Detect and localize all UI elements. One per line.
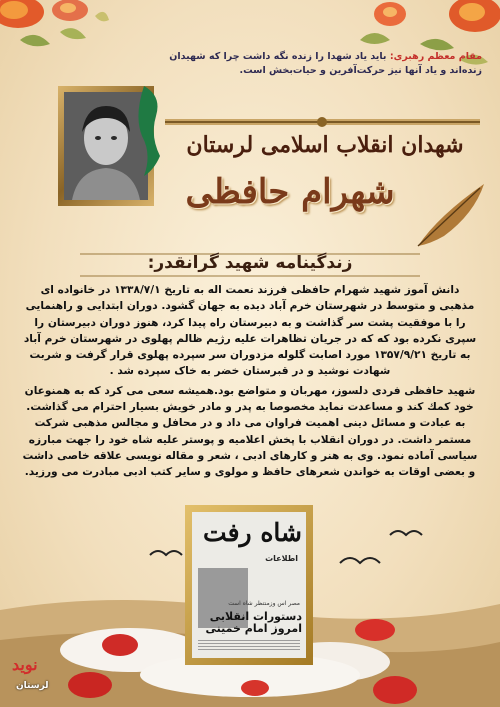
ornamental-band (165, 116, 480, 128)
biography-paragraph-1: دانش آموز شهید شهرام حافظی فرزند نعمت اله به تاریخ ۱۳۳۸/۷/۱ در خانواده ای مذهبی و متوسط در شهرستان خرم آباد دیده به جهان گشود. دوران ابتدایی و راهنمایی را با موفقیت پشت سر گذاشت و به دبیرستان راه پیدا کرد، هنوز دوران دبیرستان را سپری نکرده بود که که در جریان تظاهرات علیه رژیم ظالم پهلوی در شهرستان خرم آباد به تاریخ ۱۳۵۷/۹/۲۱ مورد اصابت گلوله مزدوران سر سپرده پهلوی قرار گرفت و شربت شهادت نوشید و در قبرستان خضر به خاک سپرده شد . (23, 284, 477, 378)
logo-text: لرستان (16, 681, 49, 691)
newspaper-main-headline (202, 611, 302, 635)
organization-title: شهدان انقلاب اسلامی لرستان (186, 132, 464, 158)
newspaper-subline: مصر اس وزمنتظر شاه است (228, 600, 300, 607)
newspaper-masthead: اطلاعات (265, 554, 298, 563)
corner-flowers-left (0, 0, 110, 70)
leader-quote (162, 50, 482, 78)
biography-heading: زندگینامه شهید گرانقدر: (147, 253, 353, 273)
quill-feather-icon (410, 180, 490, 250)
newspaper-main-line-1: دستورات انقلابی (209, 610, 302, 623)
lorestan-logo (8, 655, 68, 699)
portrait-illustration (64, 92, 148, 200)
logo-mark: نوید (12, 655, 38, 674)
martyr-name: شهرام حافظی (185, 172, 395, 212)
biography-text (22, 282, 478, 484)
newspaper-page (192, 512, 306, 658)
green-ribbon (138, 86, 162, 176)
newspaper-text-lines (198, 640, 300, 652)
quote-lead: مقام معظم رهبری: (389, 51, 482, 62)
martyr-photo (64, 92, 148, 200)
biography-paragraph-2: شهید حافظی فردی دلسوز، مهربان و متواضع بود.همیشه سعی می کرد که به همنوعان خود کمك کند و مساعدت نماید مخصوصا به پدر و مادر خویش بسیار احترام می گذاشت. به عبادت و مسائل دینی اهمیت فراوان می داد و در محافل و مجالس مذهبی شرکت مستمر داشت. در دوران انقلاب با پخش اعلامیه و پوستر علیه شاه خود را جهت مبارزه سیاسی آماده نمود. وی به هنر و کارهای ادبی ، شعر و مقاله نویسی علاقه خاصی داشت و بعضی اوقات به خواندن شعرهای حافظ و مولوی و سایر کتب ادبی مبادرت می ورزید. (22, 384, 478, 479)
quote-text: باید یاد شهدا را زنده نگه داشت چرا که شهیدان زنده‌اند و یاد آنها نیز حرکت‌آفرین و حیات‌بخش است. (169, 51, 482, 76)
newspaper-clipping (185, 505, 313, 665)
newspaper-main-line-2: امروز امام خمینی (205, 622, 302, 635)
newspaper-headline: شاه رفت (203, 518, 302, 547)
